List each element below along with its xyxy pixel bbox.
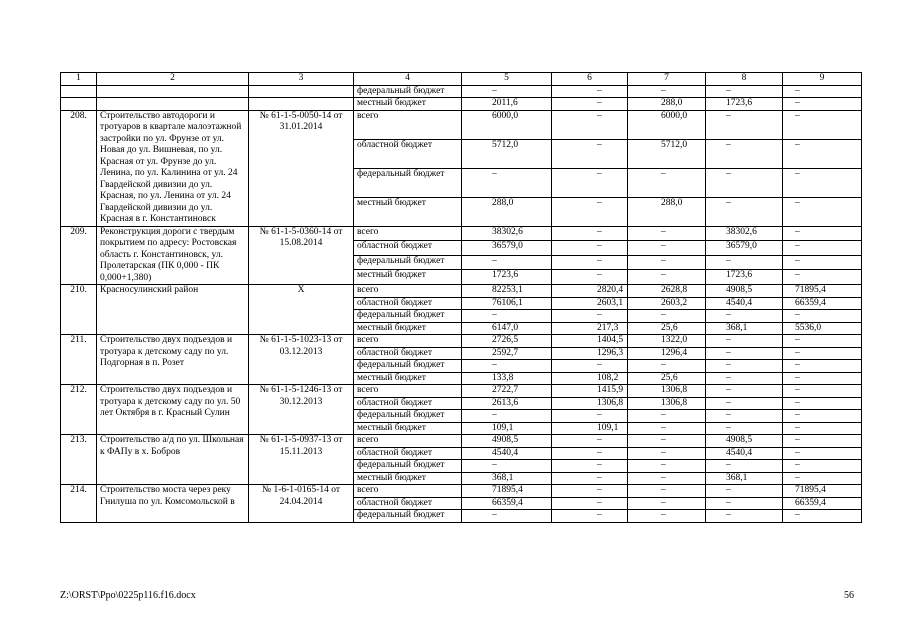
- year-value-cell: –: [552, 270, 628, 285]
- document-cell: № 61-1-5-1246-13 от 30.12.2013: [249, 385, 354, 435]
- year-value-cell: 2628,8: [628, 285, 706, 298]
- table-row: [61, 335, 862, 348]
- budget-type-cell: федеральный бюджет: [354, 310, 462, 323]
- column-number: 7: [628, 73, 706, 86]
- year-value-cell: –: [783, 310, 862, 323]
- year-value-cell: –: [552, 197, 628, 226]
- total-cost-cell: 66359,4: [462, 497, 552, 510]
- budget-table: [60, 72, 862, 523]
- year-value-cell: –: [783, 241, 862, 256]
- year-value-cell: –: [628, 422, 706, 435]
- year-value-cell: –: [628, 447, 706, 460]
- year-value-cell: 1404,5: [552, 335, 628, 348]
- year-value-cell: 368,1: [706, 322, 783, 335]
- year-value-cell: –: [706, 397, 783, 410]
- year-value-cell: –: [628, 485, 706, 498]
- year-value-cell: –: [706, 410, 783, 423]
- budget-type-cell: всего: [354, 226, 462, 241]
- table-row: [61, 98, 862, 111]
- document-cell: № 61-1-5-1023-13 от 03.12.2013: [249, 335, 354, 385]
- column-number: 6: [552, 73, 628, 86]
- document-cell: [249, 85, 354, 98]
- year-value-cell: –: [552, 435, 628, 448]
- year-value-cell: –: [552, 85, 628, 98]
- year-value-cell: 25,6: [628, 322, 706, 335]
- year-value-cell: –: [552, 98, 628, 111]
- budget-type-cell: всего: [354, 385, 462, 398]
- object-name-cell: Красносулинский район: [97, 285, 249, 335]
- object-name-cell: [97, 98, 249, 111]
- total-cost-cell: 4540,4: [462, 447, 552, 460]
- year-value-cell: –: [628, 472, 706, 485]
- year-value-cell: –: [706, 310, 783, 323]
- object-name-cell: Строительство двух подъездов и тротуара к детскому саду по ул. Подгорная в п. Розет: [97, 335, 249, 385]
- year-value-cell: 368,1: [706, 472, 783, 485]
- total-cost-cell: 82253,1: [462, 285, 552, 298]
- year-value-cell: –: [783, 226, 862, 241]
- year-value-cell: 66359,4: [783, 497, 862, 510]
- year-value-cell: –: [628, 410, 706, 423]
- budget-type-cell: всего: [354, 435, 462, 448]
- budget-type-cell: областной бюджет: [354, 297, 462, 310]
- year-value-cell: –: [706, 385, 783, 398]
- budget-type-cell: областной бюджет: [354, 139, 462, 168]
- year-value-cell: 1306,8: [628, 385, 706, 398]
- year-value-cell: –: [628, 435, 706, 448]
- object-name-cell: [97, 85, 249, 98]
- year-value-cell: –: [706, 485, 783, 498]
- year-value-cell: 288,0: [628, 197, 706, 226]
- year-value-cell: 217,3: [552, 322, 628, 335]
- document-cell: № 61-1-5-0360-14 от 15.08.2014: [249, 226, 354, 285]
- year-value-cell: –: [706, 85, 783, 98]
- year-value-cell: –: [783, 139, 862, 168]
- year-value-cell: –: [783, 460, 862, 473]
- budget-type-cell: федеральный бюджет: [354, 460, 462, 473]
- year-value-cell: –: [706, 422, 783, 435]
- total-cost-cell: 71895,4: [462, 485, 552, 498]
- year-value-cell: –: [552, 168, 628, 197]
- column-number: 1: [61, 73, 97, 86]
- year-value-cell: 1322,0: [628, 335, 706, 348]
- document-cell: № 1-6-1-0165-14 от 24.04.2014: [249, 485, 354, 523]
- total-cost-cell: 2726,5: [462, 335, 552, 348]
- budget-type-cell: местный бюджет: [354, 270, 462, 285]
- page-number: 56: [844, 590, 854, 601]
- year-value-cell: –: [783, 255, 862, 270]
- table-row: [61, 85, 862, 98]
- document-cell: [249, 98, 354, 111]
- year-value-cell: –: [783, 472, 862, 485]
- year-value-cell: 4540,4: [706, 297, 783, 310]
- year-value-cell: –: [552, 447, 628, 460]
- year-value-cell: 1296,4: [628, 347, 706, 360]
- year-value-cell: –: [783, 85, 862, 98]
- row-number-cell: 213.: [61, 435, 97, 485]
- row-number-cell: 214.: [61, 485, 97, 523]
- budget-type-cell: областной бюджет: [354, 347, 462, 360]
- budget-type-cell: федеральный бюджет: [354, 255, 462, 270]
- budget-type-cell: всего: [354, 335, 462, 348]
- year-value-cell: 6000,0: [628, 110, 706, 139]
- year-value-cell: –: [552, 472, 628, 485]
- year-value-cell: –: [783, 197, 862, 226]
- year-value-cell: –: [783, 168, 862, 197]
- year-value-cell: 1723,6: [706, 270, 783, 285]
- row-number-cell: 210.: [61, 285, 97, 335]
- year-value-cell: –: [706, 168, 783, 197]
- year-value-cell: –: [628, 310, 706, 323]
- year-value-cell: –: [783, 98, 862, 111]
- row-number-cell: 209.: [61, 226, 97, 285]
- object-name-cell: Строительство а/д по ул. Школьная к ФАПу в х. Бобров: [97, 435, 249, 485]
- year-value-cell: 38302,6: [706, 226, 783, 241]
- year-value-cell: 5536,0: [783, 322, 862, 335]
- column-number: 9: [783, 73, 862, 86]
- year-value-cell: –: [783, 385, 862, 398]
- year-value-cell: 1415,9: [552, 385, 628, 398]
- year-value-cell: –: [552, 110, 628, 139]
- budget-type-cell: федеральный бюджет: [354, 510, 462, 523]
- total-cost-cell: –: [462, 460, 552, 473]
- year-value-cell: –: [706, 510, 783, 523]
- total-cost-cell: 1723,6: [462, 270, 552, 285]
- budget-type-cell: местный бюджет: [354, 372, 462, 385]
- budget-type-cell: местный бюджет: [354, 422, 462, 435]
- column-number: 8: [706, 73, 783, 86]
- row-number-cell: [61, 98, 97, 111]
- total-cost-cell: 38302,6: [462, 226, 552, 241]
- object-name-cell: Строительство двух подъездов и тротуара к детскому саду по ул. 50 лет Октября в г. Красный Сулин: [97, 385, 249, 435]
- year-value-cell: –: [783, 510, 862, 523]
- total-cost-cell: 2592,7: [462, 347, 552, 360]
- total-cost-cell: 6147,0: [462, 322, 552, 335]
- year-value-cell: –: [783, 422, 862, 435]
- year-value-cell: –: [783, 397, 862, 410]
- table-row: [61, 435, 862, 448]
- year-value-cell: –: [706, 347, 783, 360]
- budget-type-cell: областной бюджет: [354, 397, 462, 410]
- year-value-cell: –: [783, 110, 862, 139]
- year-value-cell: –: [706, 255, 783, 270]
- year-value-cell: 108,2: [552, 372, 628, 385]
- year-value-cell: 109,1: [552, 422, 628, 435]
- row-number-cell: [61, 85, 97, 98]
- total-cost-cell: 2011,6: [462, 98, 552, 111]
- table-row: [61, 110, 862, 139]
- table-row: [61, 226, 862, 241]
- year-value-cell: 4908,5: [706, 435, 783, 448]
- budget-type-cell: местный бюджет: [354, 98, 462, 111]
- budget-type-cell: областной бюджет: [354, 497, 462, 510]
- year-value-cell: 1306,8: [628, 397, 706, 410]
- year-value-cell: –: [552, 410, 628, 423]
- year-value-cell: –: [552, 360, 628, 373]
- year-value-cell: –: [552, 139, 628, 168]
- total-cost-cell: –: [462, 168, 552, 197]
- total-cost-cell: –: [462, 360, 552, 373]
- row-number-cell: 212.: [61, 385, 97, 435]
- year-value-cell: –: [552, 310, 628, 323]
- year-value-cell: 66359,4: [783, 297, 862, 310]
- total-cost-cell: 76106,1: [462, 297, 552, 310]
- column-number: 3: [249, 73, 354, 86]
- year-value-cell: –: [706, 335, 783, 348]
- year-value-cell: –: [783, 270, 862, 285]
- total-cost-cell: 2613,6: [462, 397, 552, 410]
- year-value-cell: –: [706, 197, 783, 226]
- column-number-row: [61, 73, 862, 86]
- year-value-cell: –: [552, 460, 628, 473]
- year-value-cell: –: [628, 241, 706, 256]
- year-value-cell: –: [628, 226, 706, 241]
- table-row: [61, 285, 862, 298]
- year-value-cell: –: [552, 497, 628, 510]
- year-value-cell: –: [783, 410, 862, 423]
- table-row: [61, 385, 862, 398]
- year-value-cell: –: [706, 497, 783, 510]
- budget-type-cell: областной бюджет: [354, 241, 462, 256]
- document-cell: № 61-1-5-0937-13 от 15.11.2013: [249, 435, 354, 485]
- year-value-cell: –: [783, 447, 862, 460]
- total-cost-cell: 4908,5: [462, 435, 552, 448]
- year-value-cell: 36579,0: [706, 241, 783, 256]
- year-value-cell: –: [628, 85, 706, 98]
- year-value-cell: –: [783, 372, 862, 385]
- year-value-cell: 71895,4: [783, 485, 862, 498]
- column-number: 2: [97, 73, 249, 86]
- year-value-cell: 1296,3: [552, 347, 628, 360]
- year-value-cell: 25,6: [628, 372, 706, 385]
- total-cost-cell: 288,0: [462, 197, 552, 226]
- year-value-cell: 2603,2: [628, 297, 706, 310]
- total-cost-cell: 133,8: [462, 372, 552, 385]
- year-value-cell: –: [783, 347, 862, 360]
- budget-type-cell: всего: [354, 110, 462, 139]
- object-name-cell: Реконструкция дороги с твердым покрытием по адресу: Ростовская область г. Константиновск, ул. Пролетарская (ПК 0,000 - ПК 0,000+1,380): [97, 226, 249, 285]
- year-value-cell: –: [552, 510, 628, 523]
- year-value-cell: 1306,8: [552, 397, 628, 410]
- object-name-cell: Строительство автодороги и тротуаров в квартале малоэтажной застройки по ул. Фрунзе от ул. Новая до ул. Вишневая, по ул. Красная от ул. Фрунзе до ул. Ленина, по ул. Калинина от ул. 24 Гвардейской дивизии до ул. Красная, по ул. Ленина от ул. 24 Гвардейской дивизии до ул. Красная в г. Константиновск: [97, 110, 249, 226]
- budget-type-cell: местный бюджет: [354, 322, 462, 335]
- year-value-cell: 71895,4: [783, 285, 862, 298]
- budget-type-cell: местный бюджет: [354, 472, 462, 485]
- year-value-cell: –: [552, 255, 628, 270]
- year-value-cell: –: [706, 110, 783, 139]
- column-number: 4: [354, 73, 462, 86]
- table-row: [61, 485, 862, 498]
- year-value-cell: –: [783, 435, 862, 448]
- year-value-cell: –: [706, 372, 783, 385]
- row-number-cell: 211.: [61, 335, 97, 385]
- total-cost-cell: –: [462, 85, 552, 98]
- year-value-cell: –: [706, 460, 783, 473]
- year-value-cell: 4908,5: [706, 285, 783, 298]
- year-value-cell: –: [552, 241, 628, 256]
- row-number-cell: 208.: [61, 110, 97, 226]
- column-number: 5: [462, 73, 552, 86]
- total-cost-cell: 6000,0: [462, 110, 552, 139]
- year-value-cell: 5712,0: [628, 139, 706, 168]
- year-value-cell: –: [628, 360, 706, 373]
- budget-type-cell: местный бюджет: [354, 197, 462, 226]
- total-cost-cell: 36579,0: [462, 241, 552, 256]
- budget-type-cell: областной бюджет: [354, 447, 462, 460]
- total-cost-cell: 5712,0: [462, 139, 552, 168]
- year-value-cell: –: [628, 270, 706, 285]
- budget-type-cell: федеральный бюджет: [354, 85, 462, 98]
- total-cost-cell: –: [462, 510, 552, 523]
- year-value-cell: –: [628, 460, 706, 473]
- year-value-cell: 2603,1: [552, 297, 628, 310]
- document-cell: № 61-1-5-0050-14 от 31.01.2014: [249, 110, 354, 226]
- budget-type-cell: федеральный бюджет: [354, 360, 462, 373]
- total-cost-cell: 368,1: [462, 472, 552, 485]
- total-cost-cell: 109,1: [462, 422, 552, 435]
- year-value-cell: 4540,4: [706, 447, 783, 460]
- total-cost-cell: –: [462, 410, 552, 423]
- year-value-cell: –: [628, 510, 706, 523]
- object-name-cell: Строительство моста через реку Гнилуша по ул. Комсомольской в: [97, 485, 249, 523]
- budget-type-cell: федеральный бюджет: [354, 168, 462, 197]
- document-cell: Х: [249, 285, 354, 335]
- year-value-cell: 2820,4: [552, 285, 628, 298]
- budget-type-cell: федеральный бюджет: [354, 410, 462, 423]
- year-value-cell: 1723,6: [706, 98, 783, 111]
- year-value-cell: –: [628, 255, 706, 270]
- year-value-cell: –: [628, 168, 706, 197]
- total-cost-cell: 2722,7: [462, 385, 552, 398]
- year-value-cell: –: [783, 335, 862, 348]
- year-value-cell: –: [706, 360, 783, 373]
- file-path: Z:\ORST\Ppo\0225p116.f16.docx: [60, 590, 196, 601]
- total-cost-cell: –: [462, 255, 552, 270]
- year-value-cell: –: [552, 226, 628, 241]
- year-value-cell: –: [628, 497, 706, 510]
- year-value-cell: 288,0: [628, 98, 706, 111]
- budget-type-cell: всего: [354, 485, 462, 498]
- budget-type-cell: всего: [354, 285, 462, 298]
- year-value-cell: –: [706, 139, 783, 168]
- year-value-cell: –: [552, 485, 628, 498]
- year-value-cell: –: [783, 360, 862, 373]
- total-cost-cell: –: [462, 310, 552, 323]
